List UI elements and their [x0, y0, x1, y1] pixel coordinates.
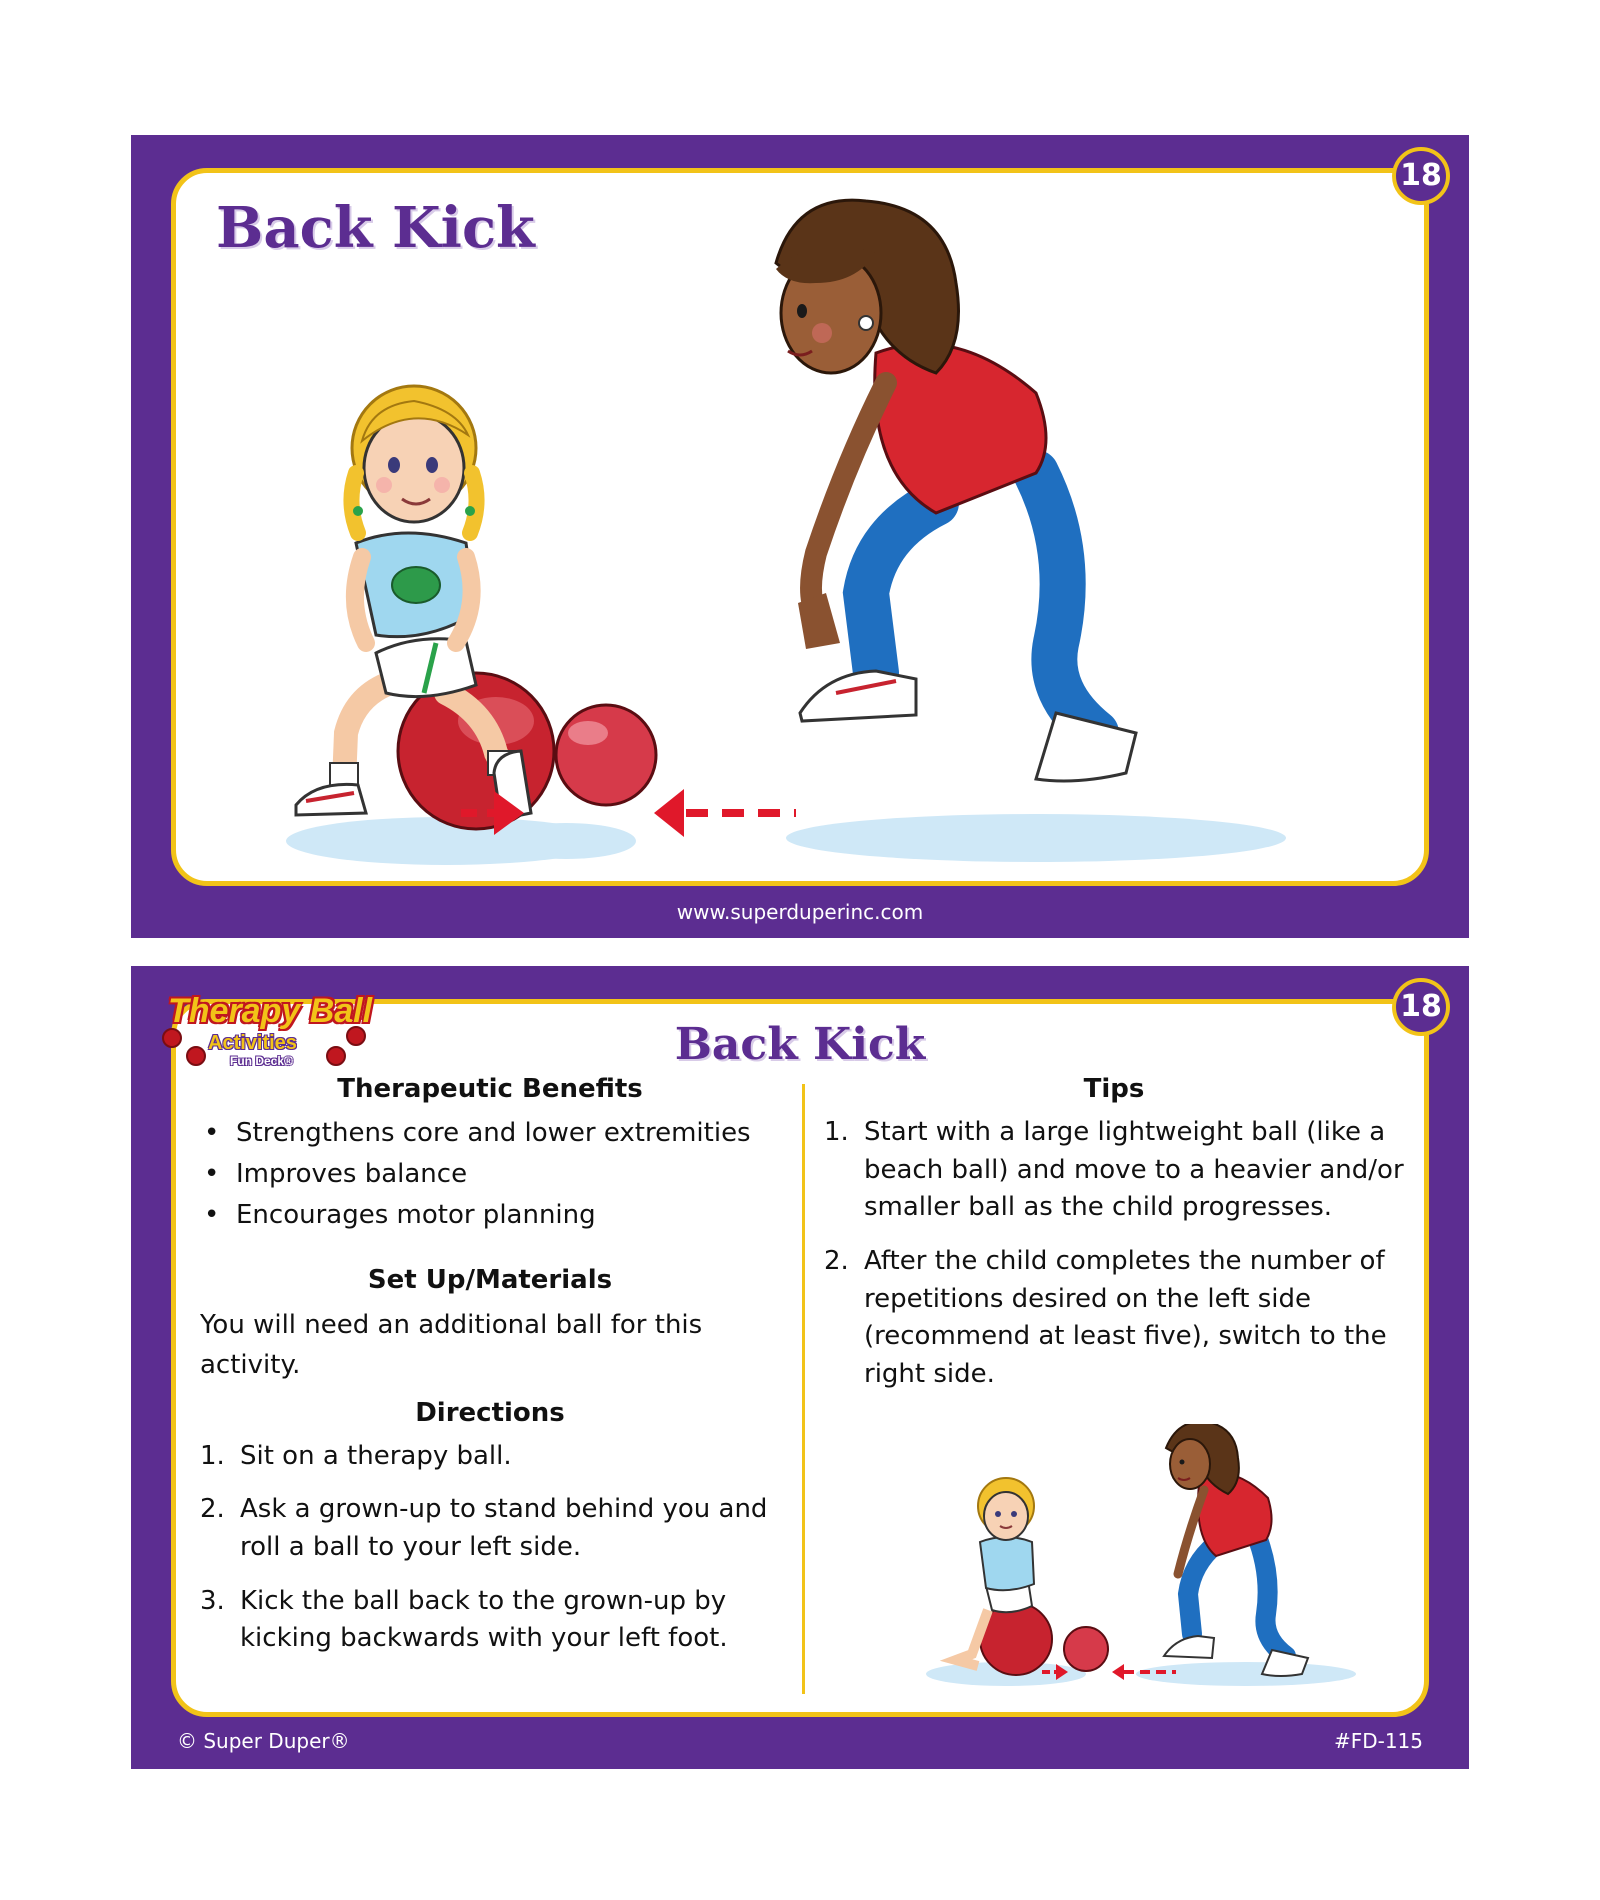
back-title: Back Kick — [674, 1019, 926, 1070]
logo-line1: Therapy Ball — [168, 992, 373, 1030]
directions-heading: Directions — [415, 1397, 565, 1428]
adult-back-shoe — [1036, 713, 1136, 781]
back-kick-illustration — [176, 173, 1424, 886]
left-column — [200, 1074, 780, 1674]
back-panel — [168, 989, 1442, 1717]
website-url[interactable]: www.superduperinc.com — [676, 900, 924, 924]
front-panel — [171, 158, 1442, 886]
directions-list — [200, 1438, 780, 1658]
ball-floor-shadow — [496, 823, 636, 859]
direction-item: 3. Kick the ball back to the grown-up by kicking backwards with your left foot. — [200, 1585, 728, 1654]
adult-jeans-back — [1036, 473, 1096, 733]
logo-line3: Fun Deck® — [230, 1054, 293, 1068]
benefit-item: • Encourages motor planning — [200, 1196, 780, 1235]
direction-item: 2. Ask a grown-up to stand behind you and roll a ball to your left side. — [200, 1494, 768, 1562]
logo-line2: Activities — [208, 1032, 297, 1054]
tip-item: 1. Start with a large lightweight ball (like a beach ball) and move to a heavier and/or smaller ball as the child progresses. — [824, 1117, 1404, 1223]
small-back-kick-illustration — [916, 1424, 1366, 1694]
benefit-item: • Improves balance — [200, 1155, 780, 1194]
column-divider — [802, 1084, 805, 1694]
setup-text: You will need an additional ball for this activity. — [200, 1310, 703, 1381]
benefits-list — [200, 1114, 780, 1235]
tips-list — [824, 1114, 1404, 1394]
setup-heading: Set Up/Materials — [367, 1265, 613, 1295]
benefit-item: • Strengthens core and lower extremities — [200, 1114, 780, 1153]
roll-arrow — [654, 789, 796, 837]
back-card — [131, 966, 1469, 1769]
benefits-heading: Therapeutic Benefits — [337, 1074, 643, 1104]
right-column — [824, 1074, 1404, 1410]
front-card-number: 18 — [1392, 147, 1450, 205]
product-code: #FD-115 — [1333, 1729, 1423, 1753]
adult-jeans-front — [866, 503, 936, 673]
front-card — [131, 135, 1469, 938]
direction-item: 1. Sit on a therapy ball. — [200, 1440, 512, 1471]
child-figure — [296, 386, 554, 829]
tips-heading: Tips — [1083, 1074, 1145, 1104]
adult-floor-shadow — [786, 814, 1286, 862]
rolling-ball — [556, 705, 656, 805]
earring — [859, 316, 873, 330]
tip-item: 2. After the child completes the number of repetitions desired on the left side (recommend at least five), switch to the right side. — [824, 1246, 1387, 1390]
adult-front-shoe — [800, 671, 916, 721]
back-card-number: 18 — [1392, 978, 1450, 1036]
copyright: © Super Duper® — [177, 1729, 350, 1753]
adult-figure — [776, 200, 1136, 781]
front-title: Back Kick — [216, 195, 535, 261]
